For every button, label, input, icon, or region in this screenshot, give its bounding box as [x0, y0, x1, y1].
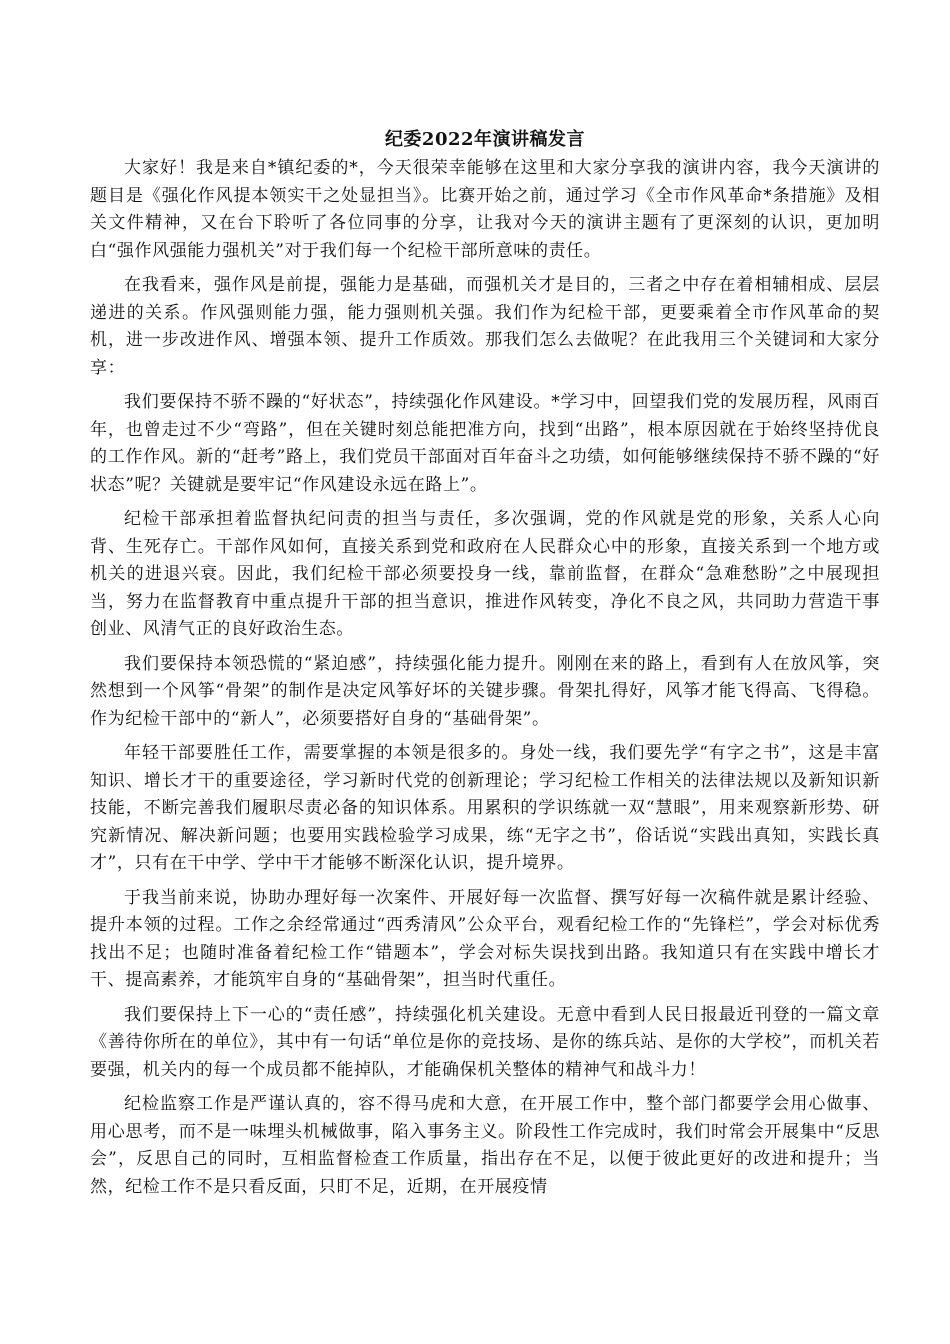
paragraph: 年轻干部要胜任工作，需要掌握的本领是很多的。身处一线，我们要先学“有字之书”，这是丰富知识、增长才干的重要途径，学习新时代党的创新理论；学习纪检工作相关的法律法规以及新知识新技能，不断完善我们履职尽责必备的知识体系。用累积的学识练就一双“慧眼”，用来观察新形势、研究新情况、解决新问题；也要用实践检验学习成果，练“无字之书”，俗话说“实践出真知，实践长真才”，只有在干中学、学中干才能够不断深化认识，提升境界。 [90, 743, 880, 873]
document-body [90, 127, 880, 1208]
paragraph: 我们要保持上下一心的“责任感”，持续强化机关建设。无意中看到人民日报最近刊登的一篇文章《善待你所在的单位》，其中有一句话“单位是你的竞技场、是你的练兵站、是你的大学校”，而机关若要强，机关内的每一个成员都不能掉队，才能确保机关整体的精神气和战斗力！ [90, 1004, 880, 1080]
paragraph: 纪检干部承担着监督执纪问责的担当与责任，多次强调，党的作风就是党的形象，关系人心向背、生死存亡。干部作风如何，直接关系到党和政府在人民群众心中的形象，直接关系到一个地方或机关的进退兴衰。因此，我们纪检干部必须要投身一线，靠前监督，在群众“急难愁盼”之中展现担当，努力在监督教育中重点提升干部的担当意识，推进作风转变，净化不良之风，共同助力营造干事创业、风清气正的良好政治生态。 [90, 509, 880, 639]
paragraph: 大家好！我是来自*镇纪委的*，今天很荣幸能够在这里和大家分享我的演讲内容，我今天演讲的题目是《强化作风提本领实干之处显担当》。比赛开始之前，通过学习《全市作风革命*条措施》及相关文件精神，又在台下聆听了各位同事的分享，让我对今天的演讲主题有了更深刻的认识，更加明白“强作风强能力强机关”对于我们每一个纪检干部所意味的责任。 [90, 158, 880, 261]
paragraph: 我们要保持不骄不躁的“好状态”，持续强化作风建设。*学习中，回望我们党的发展历程，风雨百年，也曾走过不少“弯路”，但在关键时刻总能把准方向，找到“出路”，根本原因就在于始终坚持优良的工作作风。新的“赶考”路上，我们党员干部面对百年奋斗之功绩，如何能够继续保持不骄不躁的“好状态”呢？关键就是要牢记“作风建设永远在路上”。 [90, 392, 880, 495]
paragraph: 于我当前来说，协助办理好每一次案件、开展好每一次监督、撰写好每一次稿件就是累计经验、提升本领的过程。工作之余经常通过“西秀清风”公众平台，观看纪检工作的“先锋栏”，学会对标优秀找出不足；也随时准备着纪检工作“错题本”，学会对标失误找到出路。我知道只有在实践中增长才干、提高素养，才能筑牢自身的“基础骨架”，担当时代重任。 [90, 887, 880, 990]
paragraph: 在我看来，强作风是前提，强能力是基础，而强机关才是目的，三者之中存在着相辅相成、层层递进的关系。作风强则能力强，能力强则机关强。我们作为纪检干部，更要乘着全市作风革命的契机，进一步改进作风、增强本领、提升工作质效。那我们怎么去做呢？在此我用三个关键词和大家分享： [90, 275, 880, 378]
paragraph: 纪检监察工作是严谨认真的，容不得马虎和大意，在开展工作中，整个部门都要学会用心做事、用心思考，而不是一味埋头机械做事，陷入事务主义。阶段性工作完成时，我们时常会开展集中“反思会”，反思自己的同时，互相监督检查工作质量，指出存在不足，以便于彼此更好的改进和提升；当然，纪检工作不是只看反面，只盯不足，近期，在开展疫情 [90, 1094, 880, 1197]
paragraph: 我们要保持本领恐慌的“紧迫感”，持续强化能力提升。刚刚在来的路上，看到有人在放风筝，突然想到一个风筝“骨架”的制作是决定风筝好坏的关键步骤。骨架扎得好，风筝才能飞得高、飞得稳。作为纪检干部中的“新人”，必须要搭好自身的“基础骨架”。 [90, 653, 880, 729]
document-title: 纪委2022年演讲稿发言 [384, 129, 586, 150]
